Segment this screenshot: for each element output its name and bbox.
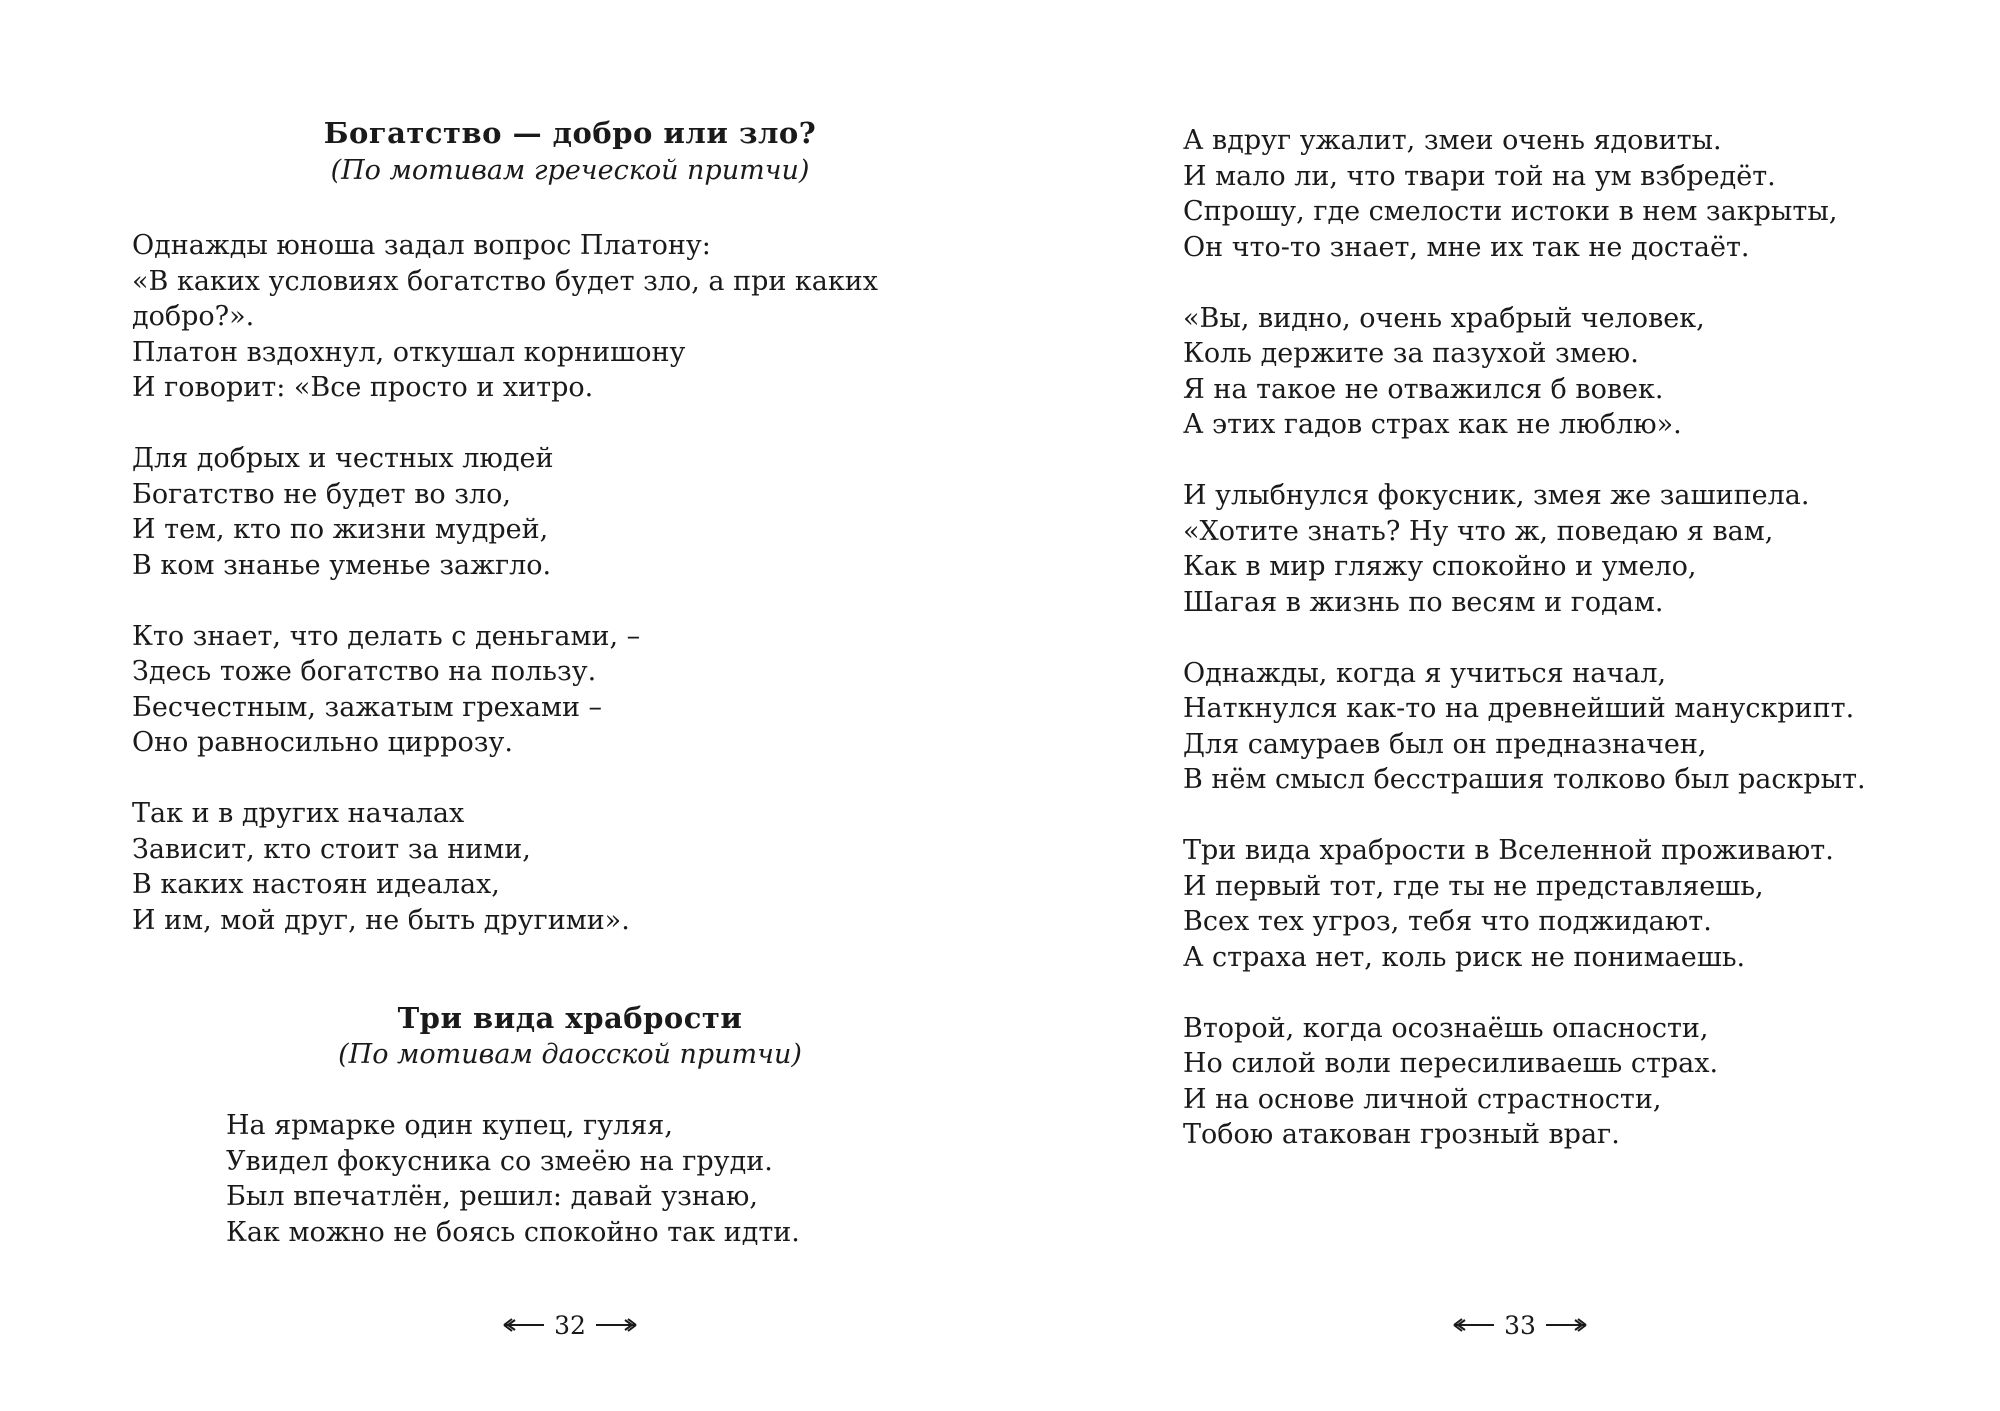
verse-line: Зависит, кто стоит за ними,: [132, 833, 531, 865]
verse-line: И мало ли, что твари той на ум взбредёт.: [1183, 160, 1776, 192]
stanza: [1183, 1011, 1866, 1153]
verse-line: Бесчестным, зажатым грехами –: [132, 691, 603, 723]
verse-line: А вдруг ужалит, змеи очень ядовиты.: [1183, 125, 1722, 156]
verse-line: Второй, когда осознаёшь опасности,: [1183, 1012, 1709, 1044]
verse-line: А этих гадов страх как не люблю».: [1183, 409, 1682, 440]
verse-line: И на основе личной страстности,: [1183, 1083, 1662, 1115]
verse-line: В каких настоян идеалах,: [132, 869, 500, 900]
verse-line: добро?».: [132, 301, 255, 332]
verse-line: Для самураев был он предназначен,: [1183, 728, 1707, 760]
poem-body: [1183, 123, 1866, 1153]
stanza: [132, 228, 878, 406]
verse-line: Кто знает, что делать с деньгами, –: [132, 620, 641, 652]
stanza: [1183, 656, 1866, 798]
poem-subtitle: (По мотивам даосской притчи): [338, 1039, 802, 1070]
stanza: [226, 1108, 800, 1250]
page-number-footer: [1380, 1310, 1660, 1340]
verse-line: Шагая в жизнь по весям и годам.: [1183, 586, 1664, 618]
verse-line: Три вида храбрости в Вселенной проживают.: [1183, 835, 1834, 866]
ornament-right-icon: [1544, 1317, 1588, 1333]
verse-line: Был впечатлён, решил: давай узнаю,: [226, 1181, 758, 1212]
verse-line: Коль держите за пазухой змею.: [1183, 338, 1639, 369]
verse-line: А страха нет, коль риск не понимаешь.: [1183, 941, 1746, 973]
verse-line: Богатство не будет во зло,: [132, 478, 511, 510]
verse-line: Увидел фокусника со змеёю на груди.: [226, 1145, 773, 1177]
verse-line: И им, мой друг, не быть другими».: [132, 904, 630, 936]
verse-line: В нём смысл бесстрашия толково был раскрыт.: [1183, 764, 1866, 795]
verse-line: «Вы, видно, очень храбрый человек,: [1183, 302, 1705, 334]
verse-line: И улыбнулся фокусник, змея же зашипела.: [1183, 480, 1810, 511]
stanza: [132, 796, 878, 938]
verse-line: Однажды, когда я учиться начал,: [1183, 657, 1667, 689]
verse-line: Тобою атакован грозный враг.: [1183, 1119, 1620, 1150]
stanza: [1183, 478, 1866, 620]
stanza: [132, 619, 878, 761]
ornament-right-icon: [594, 1317, 638, 1333]
verse-line: Однажды юноша задал вопрос Платону:: [132, 230, 711, 261]
verse-line: «Хотите знать? Ну что ж, поведаю я вам,: [1183, 515, 1774, 547]
verse-line: Как можно не боясь спокойно так идти.: [226, 1216, 800, 1248]
verse-line: Платон вздохнул, откушал корнишону: [132, 336, 686, 368]
poem-body: [132, 228, 878, 938]
right-page: [1000, 0, 2000, 1411]
page-number-footer: [430, 1310, 710, 1340]
verse-line: Он что-то знает, мне их так не достаёт.: [1183, 231, 1750, 263]
verse-line: Оно равносильно циррозу.: [132, 727, 513, 758]
stanza: [1183, 833, 1866, 975]
verse-line: Здесь тоже богатство на пользу.: [132, 656, 597, 687]
page-number: 32: [554, 1310, 586, 1340]
stanza: [132, 441, 878, 583]
ornament-left-icon: [502, 1317, 546, 1333]
verse-line: В ком знанье уменье зажгло.: [132, 549, 552, 581]
stanza: [1183, 123, 1866, 265]
verse-line: И говорит: «Все просто и хитро.: [132, 372, 594, 403]
verse-line: И тем, кто по жизни мудрей,: [132, 514, 549, 545]
verse-line: Как в мир гляжу спокойно и умело,: [1183, 551, 1697, 582]
verse-line: Наткнулся как-то на древнейший манускрипт.: [1183, 693, 1855, 724]
verse-line: На ярмарке один купец, гуляя,: [226, 1110, 673, 1141]
verse-line: Я на такое не отважился б вовек.: [1183, 373, 1664, 405]
verse-line: Для добрых и честных людей: [132, 443, 554, 474]
verse-line: Всех тех угроз, тебя что поджидают.: [1183, 906, 1712, 937]
stanza: [1183, 301, 1866, 443]
poem-subtitle: (По мотивам греческой притчи): [330, 155, 810, 186]
poem-title: Богатство — добро или зло?: [323, 116, 817, 150]
verse-line: И первый тот, где ты не представляешь,: [1183, 870, 1764, 902]
verse-line: Спрошу, где смелости истоки в нем закрыты,: [1183, 196, 1838, 227]
ornament-left-icon: [1452, 1317, 1496, 1333]
poem-title: Три вида храбрости: [397, 1001, 743, 1035]
poem-body: [226, 1108, 800, 1250]
verse-line: Так и в других началах: [132, 798, 465, 829]
verse-line: «В каких условиях богатство будет зло, а при каких: [132, 265, 879, 297]
verse-line: Но силой воли пересиливаешь страх.: [1183, 1048, 1719, 1079]
page-number: 33: [1504, 1310, 1536, 1340]
